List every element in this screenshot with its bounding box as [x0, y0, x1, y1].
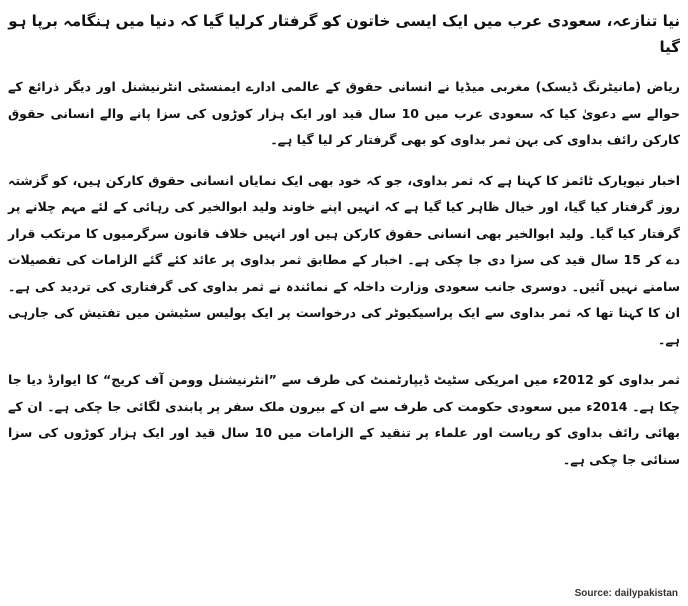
- source-credit: Source: dailypakistan: [574, 588, 678, 599]
- article-paragraph-3: ثمر بداوی کو 2012ء میں امریکی سٹیٹ ڈیپارٹمنٹ کی طرف سے ”انٹرنیشنل وومن آف کریج“ کا ایوارڈ دیا جا چکا ہے۔ 2014ء میں سعودی حکومت کی طرف سے ان کے بیرون ملک سفر پر پابندی لگائی جا چکی ہے۔ ان کے بھائی رائف بداوی کو ریاست اور علماء پر تنقید کے الزامات میں 10 سال قید اور ایک ہزار کوڑوں کی سزا سنائی جا چکی ہے۔: [8, 372, 681, 467]
- article-title: نیا تنازعہ، سعودی عرب میں ایک ایسی خاتون کو گرفتار کرلیا گیا کہ دنیا میں ہنگامہ برپا ہو گیا: [8, 12, 680, 56]
- article-paragraph-2: اخبار نیویارک ٹائمز کا کہنا ہے کہ ثمر بداوی، جو کہ خود بھی ایک نمایاں انسانی حقوق کارکن ہیں، کو گزشتہ روز گرفتار کیا گیا، اور خیال ظاہر کیا گیا ہے کہ انہیں اپنے خاوند ولید ابوالخیر کی رہائی کے لئے مہم چلانے پر گرفتار کیا گیا۔ ولید ابوالخیر بھی انسانی حقوق کارکن ہیں اور انہیں خلاف قانون سرگرمیوں کا مرتکب قرار دے کر 15 سال قید کی سزا دی جا چکی ہے۔ اخبار کے مطابق ثمر بداوی پر عائد کئے گئے الزامات کی تفصیلات سامنے نہیں آئیں۔ دوسری جانب سعودی وزارت داخلہ کے نمائندہ نے ثمر بداوی کی گرفتاری کی تردید کی ہے۔ ان کا کہنا تھا کہ ثمر بداوی سے ایک پراسیکیوٹر کی درخواست پر ایک پولیس سٹیشن میں تفتیش کی جارہی ہے۔: [8, 172, 680, 347]
- news-article: [8, 8, 680, 598]
- article-paragraph-1: ریاض (مانیٹرنگ ڈیسک) مغربی میڈیا نے انسانی حقوق کے عالمی ادارے ایمنسٹی انٹرنیشنل اور دیگر ذرائع کے حوالے سے دعویٰ کیا کہ سعودی عرب میں 10 سال قید اور ایک ہزار کوڑوں کی سزا پانے والے انسانی حقوق کارکن رائف بداوی کی بہن ثمر بداوی کو بھی گرفتار کر لیا گیا ہے۔: [8, 79, 680, 147]
